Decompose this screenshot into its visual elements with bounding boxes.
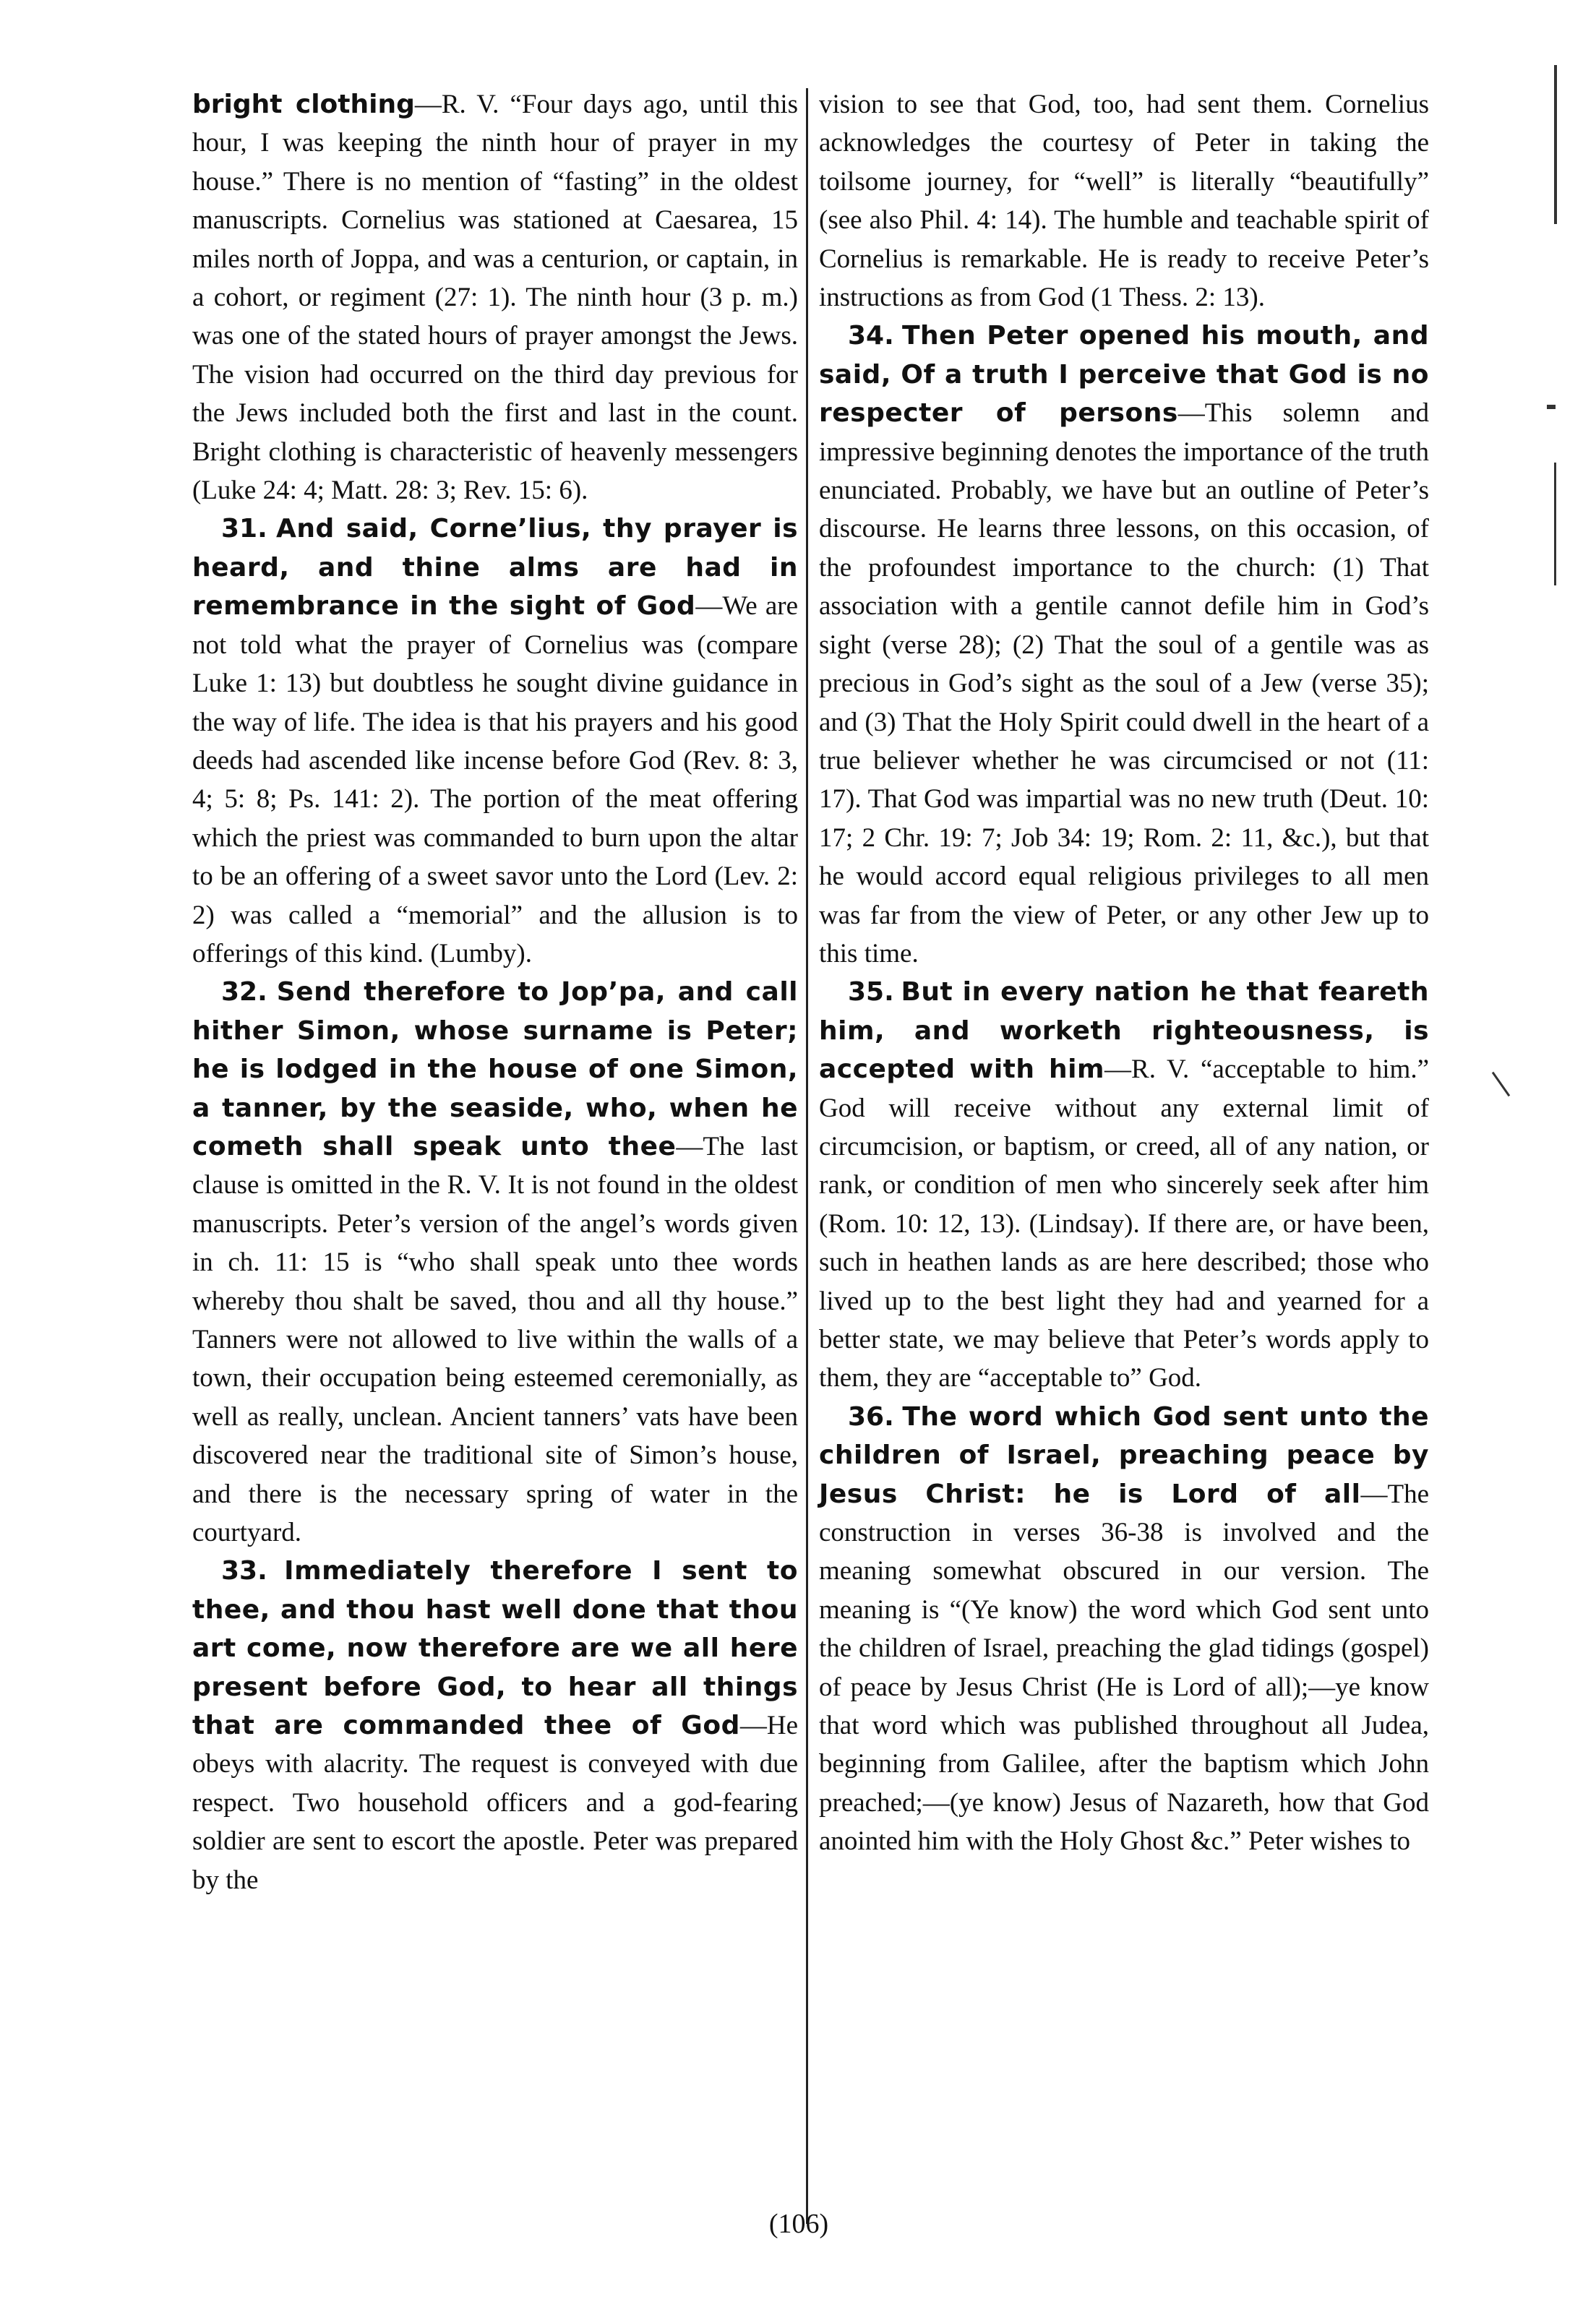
verse-number: 32. bbox=[221, 977, 267, 1008]
right-column bbox=[819, 85, 1429, 1861]
verse-heading: But in every nation he that feareth him, and worketh righteousness, is accepted with him bbox=[819, 977, 1430, 1085]
scan-edge-mark bbox=[1554, 463, 1556, 585]
commentary-text: —We are not told what the prayer of Cornelius was (compare Luke 1: 13) but doubtless he sought divine guidance in the way of life. The idea is that his prayers and his good deeds had ascended like incense before God (Rev. 8: 3, 4; 5: 8; Ps. 141: 2). The portion of the meat offering which the priest was commanded to burn upon the altar to be an offering of a sweet savor unto the Lord (Lev. 2: 2) was called a “memorial” and the allusion is to offerings of this kind. (Lumby). bbox=[192, 591, 798, 968]
commentary-text: —R. V. “Four days ago, until this hour, I was keeping the ninth hour of prayer in my house.” There is no mention of “fasting” in the oldest manuscripts. Cornelius was stationed at Caesarea, 15 miles north of Joppa, and was a centurion, or captain, in a cohort, or regiment (27: 1). The ninth hour (3 p. m.) was one of the stated hours of prayer amongst the Jews. The vision had occurred on the third day previous for the Jews included both the first and last in the count. Bright clothing is characteristic of heavenly messengers (Luke 24: 4; Matt. 28: 3; Rev. 15: 6). bbox=[192, 90, 798, 506]
commentary-heading: bright clothing bbox=[192, 90, 415, 119]
commentary-text: —The construction in verses 36-38 is involved and the meaning somewhat obscured in our version. The meaning is “(Ye know) the word which God sent unto the children of Israel, preaching the glad tidings (gospel) of peace by Jesus Christ (He is Lord of all);—ye know that word which was published throughout all Judea, beginning from Galilee, after the baptism which John preached;—(ye know) Jesus of Nazareth, how that God anointed him with the Holy Ghost &c.” Peter wishes to bbox=[819, 1479, 1429, 1857]
verse-number: 33. bbox=[221, 1556, 267, 1586]
scan-edge-mark bbox=[1554, 65, 1557, 224]
scan-edge-mark bbox=[1547, 405, 1556, 409]
verse-number: 35. bbox=[848, 977, 894, 1008]
verse-33-paragraph bbox=[192, 1552, 798, 1899]
page-number: (106) bbox=[768, 2209, 829, 2239]
verse-34-paragraph bbox=[819, 317, 1429, 973]
verse-number: 34. bbox=[848, 321, 894, 351]
commentary-text: —This solemn and impressive beginning denotes the importance of the truth enunciated. Probably, we have but an outline of Peter’s discourse. He learns three lessons, on this occasion, of the profoundest importance to the church: (1) That association with a gentile cannot defile him in God’s sight (verse 28); (2) That the soul of a gentile was as precious in God’s sight as the soul of a Jew (verse 35); and (3) That the Holy Spirit could dwell in the heart of a true believer whether he was circumcised or not (11: 17). That God was impartial was no new truth (Deut. 10: 17; 2 Chr. 19: 7; Job 34: 19; Rom. 2: 11, &c.), but that he would accord equal religious privileges to all men was far from the view of Peter, or any other Jew up to this time. bbox=[819, 398, 1429, 968]
commentary-text: vision to see that God, too, had sent them. Cornelius acknowledges the courtesy of Peter in taking the toilsome journey, for “well” is literally “beautifully” (see also Phil. 4: 14). The humble and teachable spirit of Cornelius is remarkable. He is ready to receive Peter’s instructions as from God (1 Thess. 2: 13). bbox=[819, 90, 1429, 313]
left-column bbox=[192, 85, 798, 1899]
verse-35-paragraph bbox=[819, 973, 1429, 1397]
verse-heading: Then Peter opened his mouth, and said, Of a truth I perceive that God is no respecter of persons bbox=[819, 321, 1429, 429]
verse-number: 36. bbox=[848, 1401, 894, 1432]
verse-31-paragraph bbox=[192, 510, 798, 973]
verse-heading: The word which God sent unto the children of Israel, preaching peace by Jesus Christ: he is Lord of all bbox=[819, 1401, 1429, 1509]
commentary-text: —R. V. “acceptable to him.” God will receive without any external limit of circumcision, or baptism, or creed, all of any nation, or rank, or condition of men who sincerely seek after him (Rom. 10: 12, 13). (Lindsay). If there are, or have been, such in heathen lands as are here described; those who lived up to the best light they had and yearned for a better state, we may believe that Peter’s words apply to them, they are “acceptable to” God. bbox=[819, 1054, 1429, 1393]
verse-number: 31. bbox=[221, 514, 267, 544]
verse-heading: Immediately therefore I sent to thee, and thou hast well done that thou art come, now therefore are we all here present before God, to hear all things that are commanded thee of God bbox=[192, 1556, 799, 1741]
column-divider bbox=[806, 88, 808, 2224]
verse-36-paragraph bbox=[819, 1398, 1429, 1861]
verse-32-paragraph bbox=[192, 973, 798, 1552]
verse-heading: And said, Corne’lius, thy prayer is heard, and thine alms are had in remembrance in the sight of God bbox=[192, 514, 799, 622]
scan-edge-mark bbox=[1492, 1072, 1510, 1096]
verse-heading: Send therefore to Jop’pa, and call hither Simon, whose surname is Peter; he is lodged in the house of one Simon, a tanner, by the seaside, who, when he cometh shall speak unto thee bbox=[192, 977, 798, 1161]
commentary-text: —He obeys with alacrity. The request is conveyed with due respect. Two household officers and a god-fearing soldier are sent to escort the apostle. Peter was prepared by the bbox=[192, 1711, 798, 1895]
commentary-text: —The last clause is omitted in the R. V. It is not found in the oldest manuscripts. Peter’s version of the angel’s words given in ch. 11: 15 is “who shall speak unto thee words whereby thou shalt be saved, thou and all thy house.” Tanners were not allowed to live within the walls of a town, their occupation being esteemed ceremonially, as well as really, unclean. Ancient tanners’ vats have been discovered near the traditional site of Simon’s house, and there is the necessary spring of water in the courtyard. bbox=[192, 1131, 799, 1548]
paragraph-continuation bbox=[192, 85, 798, 510]
paragraph-continuation bbox=[819, 85, 1429, 317]
